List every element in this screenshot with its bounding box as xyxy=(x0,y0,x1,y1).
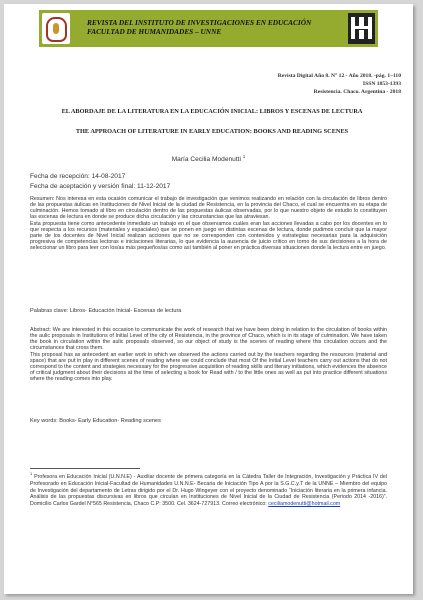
footnote-divider xyxy=(30,468,140,469)
resumen-paragraph-2: Esta propuesta tiene como antecedente inmediato un trabajo en el que observamos cuáles eran las acciones llevadas a cabo por los docentes en lo que respecta a los recursos (materiales y espaciales) que se ponen en juego en distintas escenas de lectura, donde pudimos concluir que la mayor parte de los docentes de Nivel Inicial realizan acciones que no se corresponden con contenidos y estrategias necesarias para la adquisición progresiva de competencias lectoras e iniciaciones literarias, lo que evidencia la ausencia de juicio crítico en torno de sus decisiones a la hora de seleccionar un libro para leer con los/as más pequeños/as como así también al poner en práctica diversas situaciones donde la lectura entre en juego. xyxy=(30,220,387,252)
title-english: THE APPROACH OF LITERATURE IN EARLY EDUCATION: BOOKS AND READING SCENES xyxy=(75,128,349,135)
footnote-text: Profesora en Educación Inicial (U.N.N.E) - Auxiliar docente de primera categoría en la Cátedra Taller de Integración, Investigación y Práctica IV del Profesorado en Educación Inicial-Facultad de Humanidades U.N.N.E- Becaria de Iniciación Tipo A por la S.G.C.y.T de la UNNE – Miembro del equipo de Investigación del departamento de Letras dirigido por el Dr. Hugo Wingeyer con el proyecto denominado “Iniciación literaria en la primera infancia. Análisis de las propuestas discursivas en libros que circulan en Instituciones de Nivel Inicial de la Ciudad de Resistencia (Periodo 2014 -2016)”. Domicilio Carlos Gardel N°565 Resistencia, Chaco C.P: 3500. Cel. 3624-727913. Correo electrónico: xyxy=(30,473,388,508)
journal-name xyxy=(87,18,317,36)
abstract-paragraph-2: This proposal has as antecedent an earlier work in which we observed the actions carried out by the teachers regarding the resources (material and space) that are put in play in different scenes of reading where we could conclude that most Of the Initial Level teachers carry out actions that do not correspond to the content and strategies necessary for the progressive acquisition of reading skills and literary initiations, which evidences the absence of critical judgment about their decisions at the time of selecting a book for Read with / to the little ones as well as put into practice different situations where the reading comes into play. xyxy=(30,351,387,383)
journal-name-line1: REVISTA DEL INSTITUTO DE INVESTIGACIONES EN EDUCACIÓN xyxy=(87,18,312,27)
keywords-english: Key words: Books- Early Education- Reading scenes xyxy=(30,418,161,424)
journal-banner xyxy=(39,10,378,47)
issue-info xyxy=(278,72,401,96)
keywords-spanish: Palabras clave: Libros- Educación Inicial- Escenas de lectura xyxy=(30,308,182,314)
author-line xyxy=(4,154,413,163)
issue-volume: Revista Digital Año 8. N° 12 - Año 2018. -pág. 1–110 xyxy=(277,73,401,79)
author-name: María Cecilia Modenutti xyxy=(171,156,241,164)
abstract-section xyxy=(30,327,387,382)
university-logo xyxy=(42,13,70,44)
logo-core xyxy=(53,23,59,34)
footnote xyxy=(30,471,387,508)
author-email-link[interactable]: ceciliamodenutti@hotmail.com xyxy=(268,501,341,508)
author-footnote-marker: 1 xyxy=(242,154,246,159)
issue-location: Resistencia. Chaco. Argentina - 2018 xyxy=(313,89,401,95)
accepted-date: Fecha de aceptación y versión final: 11-12-2017 xyxy=(30,182,171,190)
resumen-section xyxy=(30,196,387,251)
journal-name-line2: FACULTAD DE HUMANIDADES – UNNE xyxy=(87,27,222,36)
title-spanish: EL ABORDAJE DE LA LITERATURA EN LA EDUCACIÓN INICIAL: LIBROS Y ESCENAS DE LECTURA xyxy=(61,108,363,115)
received-date: Fecha de recepción: 14-08-2017 xyxy=(30,173,126,180)
footnote-number: 1 xyxy=(30,471,33,476)
faculty-logo xyxy=(348,13,375,44)
journal-page xyxy=(4,4,413,594)
abstract-paragraph-1: Abstract: We are interested in this occasion to communicate the work of research that we have been doing in relation to the circulation of books within the aulic proposals in Institutions of Initial Level of the city of Resistencia, in the province of Chaco, which is in its stage of culmination. We have taken the book in circulation within the aulic proposals observed, so our object of study is the scenes of reading where this circulation occurs and the circumstances that cross them. xyxy=(30,327,387,352)
dates xyxy=(30,172,170,191)
resumen-paragraph-1: Resumen: Nos interesa en esta ocasión comunicar el trabajo de investigación que venimos realizando en relación con la circulación de libros dentro de las propuestas áulicas en Instituciones de Nivel Inicial de la ciudad de Resistencia, en la provincia del Chaco, el cual se encuentra en su etapa de culminación. Hemos tomado al libro en circulación dentro de las propuestas áulicas observadas, por lo que nuestro objeto de estudio lo constituyen las escenas de lectura en donde se produce dicha circulación y las circunstancias que las atraviesan. xyxy=(30,196,387,221)
issn: ISSN 1853-1393 xyxy=(362,81,401,87)
